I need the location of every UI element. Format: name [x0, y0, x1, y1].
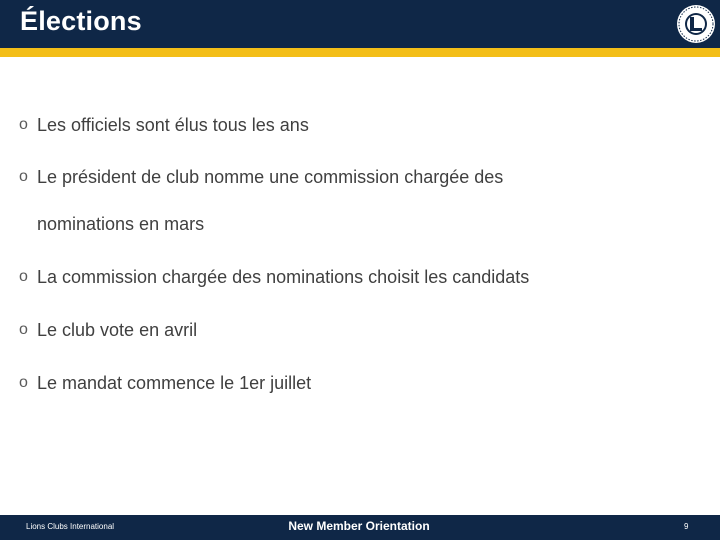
slide-title: Élections	[20, 6, 142, 36]
bullet-marker: o	[19, 321, 28, 338]
title-bar	[0, 0, 720, 48]
bullet-text: Les officiels sont élus tous les ans	[37, 115, 309, 135]
bullet-text: Le président de club nomme une commission chargée des	[37, 167, 504, 187]
bullet-marker: o	[19, 268, 28, 285]
bullet-marker: o	[19, 116, 28, 133]
bullet-text: Le club vote en avril	[37, 320, 198, 340]
footer-bar	[0, 515, 720, 540]
accent-stripe	[0, 48, 720, 57]
page-number: 9	[684, 522, 689, 531]
footer-presentation-title: New Member Orientation	[288, 519, 430, 533]
bullet-text: Le mandat commence le 1er juillet	[37, 373, 312, 393]
bullet-marker: o	[19, 374, 28, 391]
bullet-text: La commission chargée des nominations choisit les candidats	[37, 267, 530, 287]
bullet-marker: o	[19, 168, 28, 185]
footer-organization: Lions Clubs International	[26, 522, 115, 531]
bullet-text-continuation: nominations en mars	[37, 214, 205, 234]
lions-clubs-emblem-icon	[676, 4, 716, 44]
